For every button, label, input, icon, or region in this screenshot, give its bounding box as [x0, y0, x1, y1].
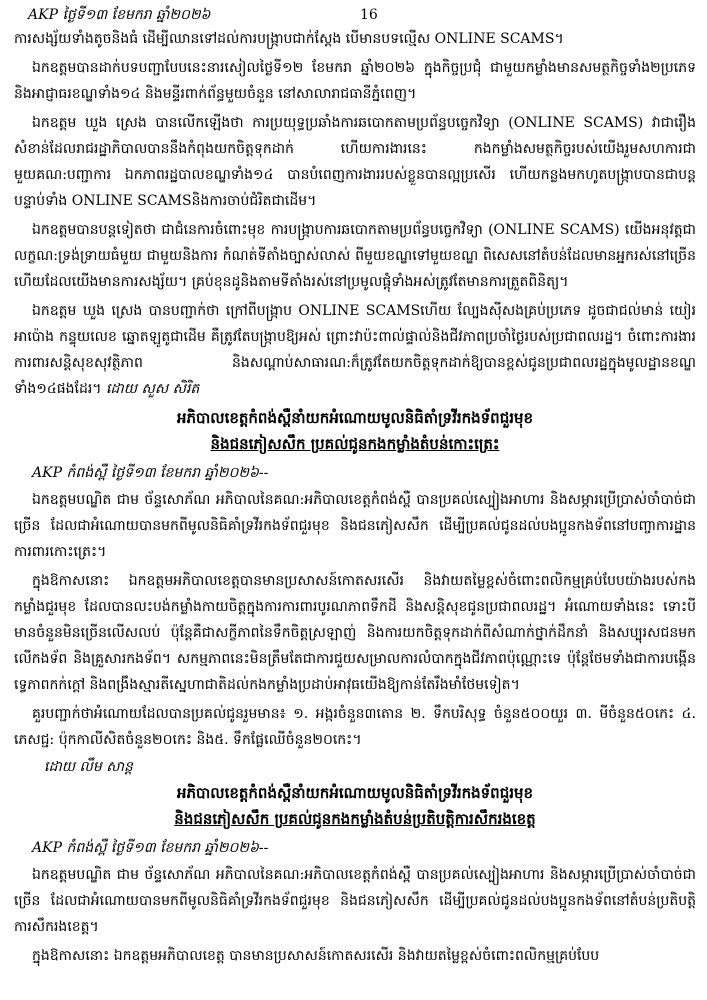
- article3-headline-line1: អភិបាលខេត្តកំពង់ស្ពឺនាំយកអំណោយមូលនិធិតាំទ្រវីរកងទ័ពជួរមុខ: [176, 784, 534, 802]
- page-header: [28, 6, 688, 24]
- article1-paragraph-0: ការសង្ស័យទាំងតូចនិងធំ ដើម្បីឈានទៅដល់ការបង្ក្រាបជាក់ស្តែង បើមានបទល្មើស ONLINE SCAMS។: [14, 31, 564, 47]
- article2-byline: ដោយ លឹម សាន្ត: [44, 759, 133, 775]
- article2-paragraph-3: គួរបញ្ជាក់ថាអំណោយដែលបានប្រគល់ជូនរួមមាន៖ ១. អង្ករចំនួន៣តោន ២. ទឹកបរិសុទ្ធ ចំនួន៥០០យួរ ៣. មីចំនួន៥០កេះ ៤. ភេសជ្ជ: ប៉ុកកាលីសិតចំនួន២០កេះ និង៥. ទឹកផ្លែឈើចំនួន២០កេះ។: [14, 706, 696, 748]
- article3-headline: [14, 780, 696, 832]
- page-number: 16: [360, 7, 378, 23]
- article3-dateline: AKP កំពង់ស្ពឺ ថ្ងៃទី១៣ ខែមករា ឆ្នាំ២០២៦--: [32, 840, 269, 856]
- article1-paragraph-3: ឯកឧត្តមបានបន្តទៀតថា ជាជំនេការចំពោះមុខ ការបង្ក្រាបការឆបោកតាមប្រព័ន្ធបច្ចេកវិទ្យា (ONLINE SCAMS) យើងអនុវត្តជាលក្ខណ:ទ្រង់ទ្រាយធំមួយ ជាមួយនិងការ កំណត់ទីតាំងច្បាស់លាស់ ពីមួយខណ្ឌទៅមួយខណ្ឌ ពិសេសនៅតំបន់ដែលមានអ្នករស់នៅច្រើនហើយដែលយើងមានការសង្ស័យ។ គ្រប់ខុនដូនិងតាមទីតាំងរស់នៅប្រមូលផ្តុំទាំងអស់ត្រូវតែមានការត្រួតពិនិត្យ។: [14, 222, 696, 290]
- article2-headline-line1: អភិបាលខេត្តកំពង់ស្ពឺនាំយកអំណោយមូលនិធិតាំទ្រវីរកងទ័ពជួរមុខ: [176, 409, 534, 427]
- article1-paragraph-4: [14, 298, 696, 402]
- article2-headline: [14, 405, 696, 457]
- article2-dateline: AKP កំពង់ស្ពឺ ថ្ងៃទី១៣ ខែមករា ឆ្នាំ២០២៦--: [32, 465, 269, 481]
- header-dateline: AKP ថ្ងៃទី១៣ ខែមករា ឆ្នាំ២០២៦: [28, 7, 211, 23]
- article3-paragraph-1: ឯកឧត្តមបណ្ឌិត ជាម ច័ន្ទសោភ័ណ អភិបាលនៃគណ:អភិបាលខេត្តកំពង់ស្ពឺ បានប្រគល់ស្បៀងអាហារ និងសម្ភារប្រើប្រាស់ចាំបាច់ជាច្រើន ដែលជាអំណោយបានមកពីមូលនិធិគាំទ្រវីរកងទ័ពជួរមុខ និងជនភៀសសឹក ដើម្បីប្រគល់ជូនដល់បងប្អូនកងទ័ពនៅតំបន់ប្រតិបត្តិការសឹករងខេត្ត។: [14, 867, 696, 935]
- article3-headline-line2: និងជនភៀសសឹក ប្រគល់ជូនកងកម្លាំងតំបន់ប្រតិបត្តិការសឹករងខេត្ត: [174, 810, 536, 828]
- article2-paragraph-1: ឯកឧត្តមបណ្ឌិត ជាម ច័ន្ទសោភ័ណ អភិបាលនៃគណ:អភិបាលខេត្តកំពង់ស្ពឺ បានប្រគល់ស្បៀងអាហារ និងសម្ភារប្រើប្រាស់ចាំបាច់ជាច្រើន ដែលជាអំណោយបានមកពីមូលនិធិគាំទ្រវីរកងទ័ពជួរមុខ និងជនភៀសសឹក ដើម្បីប្រគល់ជូនដល់បងប្អូនកងទ័ពនៅបញ្ចាការដ្ឋានការពារកោះត្រេះ។: [14, 492, 696, 560]
- page-content: [14, 26, 696, 996]
- article2-paragraph-2: ក្នុងឱកាសនោះ ឯកឧត្តមអភិបាលខេត្តបានមានប្រសាសន៍កោតសរសើរ និងវាយតម្លៃខ្ពស់ចំពោះពលិកម្មគ្រប់បែបយ៉ាងរបស់កងកម្លាំងជួរមុខ ដែលបានលះបង់កម្លាំងកាយចិត្តក្នុងការការពារបូរណភាពទឹកដី និងសន្តិសុខជូនប្រជាពលរដ្ឋ។ អំណោយទាំងនេះ ទោះបីមានចំនួនមិនច្រើនលើសលប់ ប៉ុន្តែគឺជាសក្ខីភាពនៃទឹកចិត្តស្រឡាញ់ និងការយកចិត្តទុកដាក់ពីសំណាក់ថ្នាក់ដឹកនាំ និងសប្បុរសជនមកលើកងទ័ព និងគ្រួសារកងទ័ព។ សកម្មភាពនេះមិនត្រឹមតែជាការជួយសម្រាលការលំបាកក្នុងជីវភាពប៉ុណ្ណោះទេ ប៉ុន្តែថែមទាំងជាការបង្កើនទ្វេភាពកក់ក្តៅ និងពង្រឹងស្មារតីស្នេហាជាតិដល់កងកម្លាំងប្រដាប់អាវុធយើងឱ្យកាន់តែរឹងមាំថែមទៀត។: [14, 573, 696, 693]
- article1-paragraph-4-text: ឯកឧត្តម ឃួង ស្រេង បានបញ្ជាក់ថា ក្រៅពីបង្ក្រាប ONLINE SCAMSហើយ ល្បែងស៊ីសងគ្រប់ប្រភេទ ដូចជាជល់មាន់ យៀរ អាប៉ោង កន្ទុយលេខ ឆ្នោតឡូតូជាដើម គឺត្រូវតែបង្ក្រាបឱ្យអស់ ព្រោះវាប៉ះពាល់ផ្ទាល់និងជីវភាពប្រចាំថ្ងៃរបស់ប្រជាពលរដ្ឋ។ ចំពោះការងារការពារសន្តិសុខសុវត្ថិភាព និងសណ្តាប់សាធារណ:ក៏ត្រូវតែយកចិត្តទុកដាក់ឱ្យបានខ្ពស់ជូនប្រជាពលរដ្ឋក្នុងមូលដ្ឋានខណ្ឌទាំង១៤ផងដែរ។: [14, 303, 696, 397]
- article1-byline: ដោយ សួស សិរិត: [105, 381, 200, 397]
- article3-paragraph-2: ក្នុងឱកាសនោះ ឯកឧត្តមអភិបាលខេត្ត បានមានប្រសាសន៍កោតសរសើរ និងវាយតម្លៃខ្ពស់ចំពោះពលិកម្មគ្រប់បែប: [32, 948, 600, 964]
- article1-paragraph-1: ឯកឧត្តមបានដាក់បទបញ្ជាបែបនេះនារសៀលថ្ងៃទី១២ ខែមករា ឆ្នាំ២០២៦ ក្នុងកិច្ចប្រជុំ ជាមួយកម្លាំងមានសមត្ថកិច្ចទាំង២ប្រភេទ និងអាជ្ញាធរខណ្ឌទាំង១៤ និងមន្ទីរពាក់ព័ន្ធមួយចំនួន នៅសាលារាជធានីភ្នំពេញ។: [14, 60, 696, 102]
- article1-paragraph-2: ឯកឧត្តម ឃួង ស្រេង បានលើកឡើងថា ការប្រយុទ្ធប្រឆាំងការឆបោកតាមប្រព័ន្ធបច្ចេកវិទ្យា (ONLINE SCAMS) វាជារឿងសំខាន់ដែលរាជរដ្ឋាភិបាលបាននឹងកំពុងយកចិត្តទុកដាក់ ហើយការងារនេះ កងកម្លាំងសមត្ថកិច្ចរបស់យើងរួមសហការជាមួយគណ:បញ្ជាការ ឯកភាពរដ្ឋបាលខណ្ឌទាំង១៤ បានបំពេញការងាររបស់ខ្លួនបានល្អប្រសើរ ហើយកន្លងមកហូតបង្ក្រាបបានជាបន្តបន្ទាប់ទាំង ONLINE SCAMSនិងការចាប់ជំរិតជាដើម។: [14, 115, 696, 209]
- article2-headline-line2: និងជនភៀសសឹក ប្រគល់ជូនកងកម្លាំងតំបន់កោះត្រេះ: [210, 435, 500, 453]
